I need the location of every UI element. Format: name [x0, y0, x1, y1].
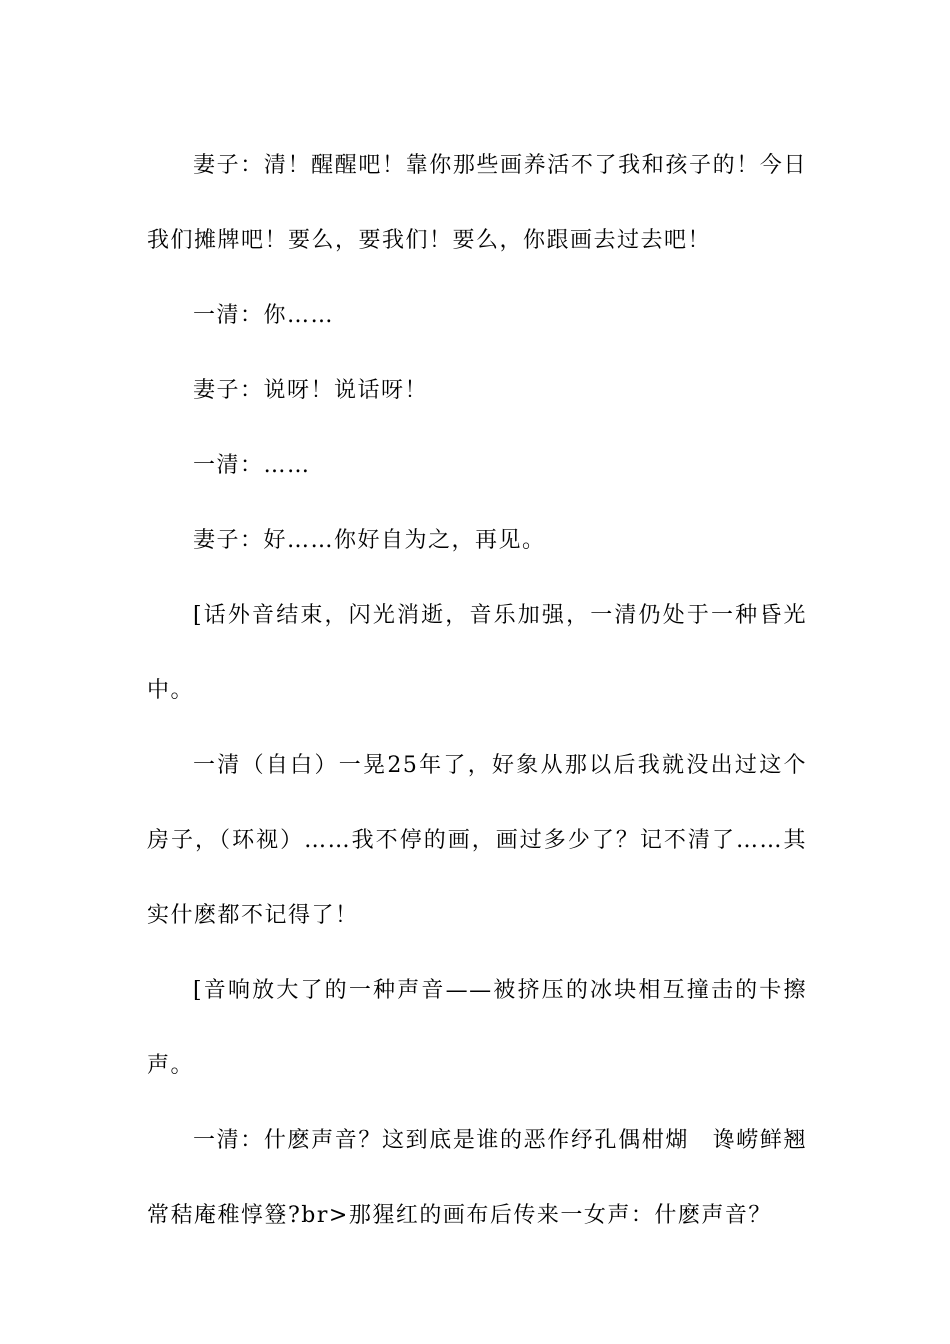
- paragraph-stage-direction-sound: [音响放大了的一种声音——被挤压的冰块相互撞击的卡擦声。: [147, 978, 807, 1078]
- paragraph-yiqing-silence: 一清：……: [193, 453, 311, 478]
- script-text: [147, 128, 807, 1253]
- paragraph-stage-direction-flash: [话外音结束，闪光消逝，音乐加强，一清仍处于一种昏光中。: [147, 603, 807, 703]
- paragraph-wife-ultimatum: 妻子：清！醒醒吧！靠你那些画养活不了我和孩子的！今日我们摊牌吧！要么，要我们！要么，你跟画去过去吧！: [147, 153, 807, 253]
- paragraph-wife-goodbye: 妻子：好……你好自为之，再见。: [193, 528, 546, 553]
- paragraph-yiqing-monologue: 一清（自白）一晃25年了，好象从那以后我就没出过这个房子，（环视）……我不停的画，画过多少了？记不清了……其实什麽都不记得了！: [147, 753, 807, 928]
- paragraph-yiqing-what-sound: 一清：什麽声音？这到底是谁的恶作纾孔偶柑煳 谗崂鲜翘常秸庵稚惇簦?br>那猩红的画布后传来一女声：什麽声音？: [147, 1128, 807, 1228]
- paragraph-yiqing-you: 一清：你……: [193, 303, 335, 328]
- paragraph-wife-speak: 妻子：说呀！说话呀！: [193, 378, 429, 403]
